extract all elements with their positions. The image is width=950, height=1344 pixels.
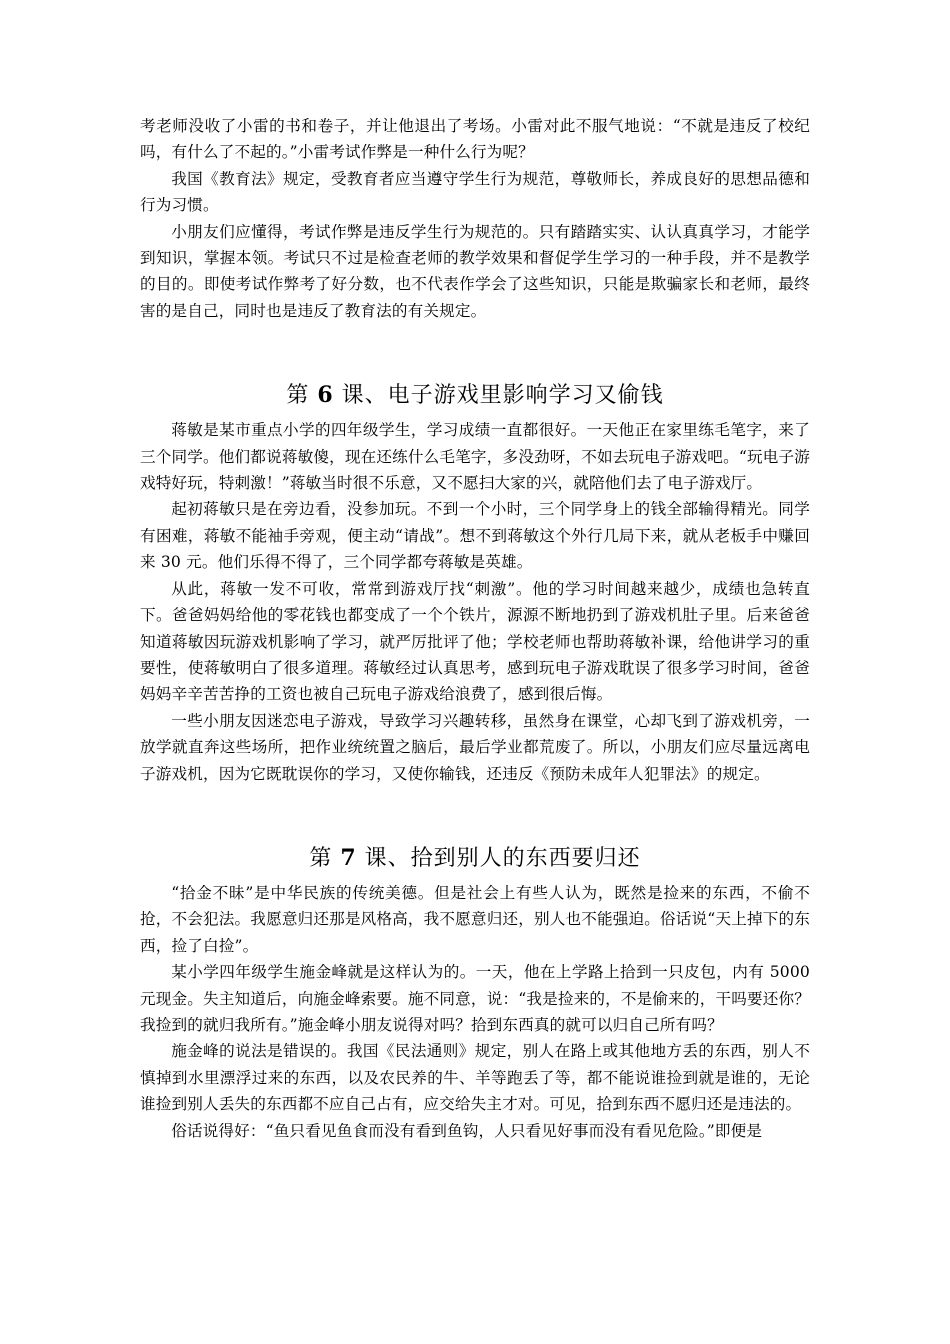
paragraph: 一些小朋友因迷恋电子游戏，导致学习兴趣转移，虽然身在课堂，心却飞到了游戏机旁，一放学就直奔这些场所，把作业统统置之脑后，最后学业都荒废了。所以，小朋友们应尽量远离电子游戏机，因为它既耽误你的学习，又使你输钱，还违反《预防未成年人犯罪法》的规定。: [140, 711, 810, 783]
lesson-title: [140, 843, 810, 874]
paragraph: “拾金不昧”是中华民族的传统美德。但是社会上有些人认为，既然是捡来的东西，不偷不抢，不会犯法。我愿意归还那是风格高，我不愿意归还，别人也不能强迫。俗话说“天上掉下的东西，捡了白捡”。: [140, 883, 810, 955]
intro-section: [140, 113, 810, 324]
section-spacer: [140, 324, 810, 380]
paragraph: 蒋敏是某市重点小学的四年级学生，学习成绩一直都很好。一天他正在家里练毛笔字，来了三个同学。他们都说蒋敏傻，现在还练什么毛笔字，多没劲呀，不如去玩电子游戏吧。“玩电子游戏特好玩，特刺激！”蒋敏当时很不乐意，又不愿扫大家的兴，就陪他们去了电子游戏厅。: [140, 421, 810, 493]
lesson-title-text: 课、拾到别人的东西要归还: [364, 845, 641, 871]
lesson-number: 6: [317, 382, 334, 409]
lesson-7-section: [140, 843, 810, 1144]
lesson-number: 7: [340, 844, 357, 871]
paragraph: 小朋友们应懂得，考试作弊是违反学生行为规范的。只有踏踏实实、认认真真学习，才能学到知识，掌握本领。考试只不过是检查老师的教学效果和督促学生学习的一种手段，并不是教学的目的。即使考试作弊考了好分数，也不代表作学会了这些知识，只能是欺骗家长和老师，最终害的是自己，同时也是违反了教育法的有关规定。: [140, 222, 810, 320]
lesson-title-text: 课、电子游戏里影响学习又偷钱: [341, 383, 664, 409]
lesson-title: [140, 380, 810, 411]
paragraph: 俗话说得好：“鱼只看见鱼食而没有看到鱼钩，人只看见好事而没有看见危险。”即便是: [171, 1121, 763, 1140]
paragraph: 考老师没收了小雷的书和卷子，并让他退出了考场。小雷对此不服气地说：“不就是违反了校纪吗，有什么了不起的。”小雷考试作弊是一种什么行为呢？: [140, 117, 810, 162]
lesson-title-prefix: 第: [286, 383, 310, 409]
lesson-title-prefix: 第: [309, 845, 333, 871]
document-page: [140, 113, 810, 1144]
paragraph: 某小学四年级学生施金峰就是这样认为的。一天，他在上学路上拾到一只皮包，内有 5000 元现金。失主知道后，向施金峰索要。施不同意，说：“我是捡来的，不是偷来的，干吗要还你？我捡到的就归我所有。”施金峰小朋友说得对吗？拾到东西真的就可以归自己所有吗？: [140, 963, 810, 1034]
paragraph: 施金峰的说法是错误的。我国《民法通则》规定，别人在路上或其他地方丢的东西，别人不慎掉到水里漂浮过来的东西，以及农民养的牛、羊等跑丢了等，都不能说谁捡到就是谁的，无论谁捡到别人丢失的东西都不应自己占有，应交给失主才对。可见，拾到东西不愿归还是违法的。: [140, 1042, 810, 1114]
section-spacer: [140, 787, 810, 843]
lesson-6-section: [140, 380, 810, 787]
paragraph: 从此，蒋敏一发不可收，常常到游戏厅找“刺激”。他的学习时间越来越少，成绩也急转直下。爸爸妈妈给他的零花钱也都变成了一个个铁片，源源不断地扔到了游戏机肚子里。后来爸爸知道蒋敏因玩游戏机影响了学习，就严厉批评了他；学校老师也帮助蒋敏补课，给他讲学习的重要性，使蒋敏明白了很多道理。蒋敏经过认真思考，感到玩电子游戏耽误了很多学习时间，爸爸妈妈辛辛苦苦挣的工资也被自己玩电子游戏给浪费了，感到很后悔。: [140, 579, 810, 704]
paragraph: 我国《教育法》规定，受教育者应当遵守学生行为规范，尊敬师长，养成良好的思想品德和行为习惯。: [140, 169, 810, 215]
paragraph: 起初蒋敏只是在旁边看，没参加玩。不到一个小时，三个同学身上的钱全部输得精光。同学有困难，蒋敏不能袖手旁观，便主动“请战”。想不到蒋敏这个外行几局下来，就从老板手中赚回来 30 元。他们乐得不得了，三个同学都夸蒋敏是英雄。: [140, 500, 810, 572]
